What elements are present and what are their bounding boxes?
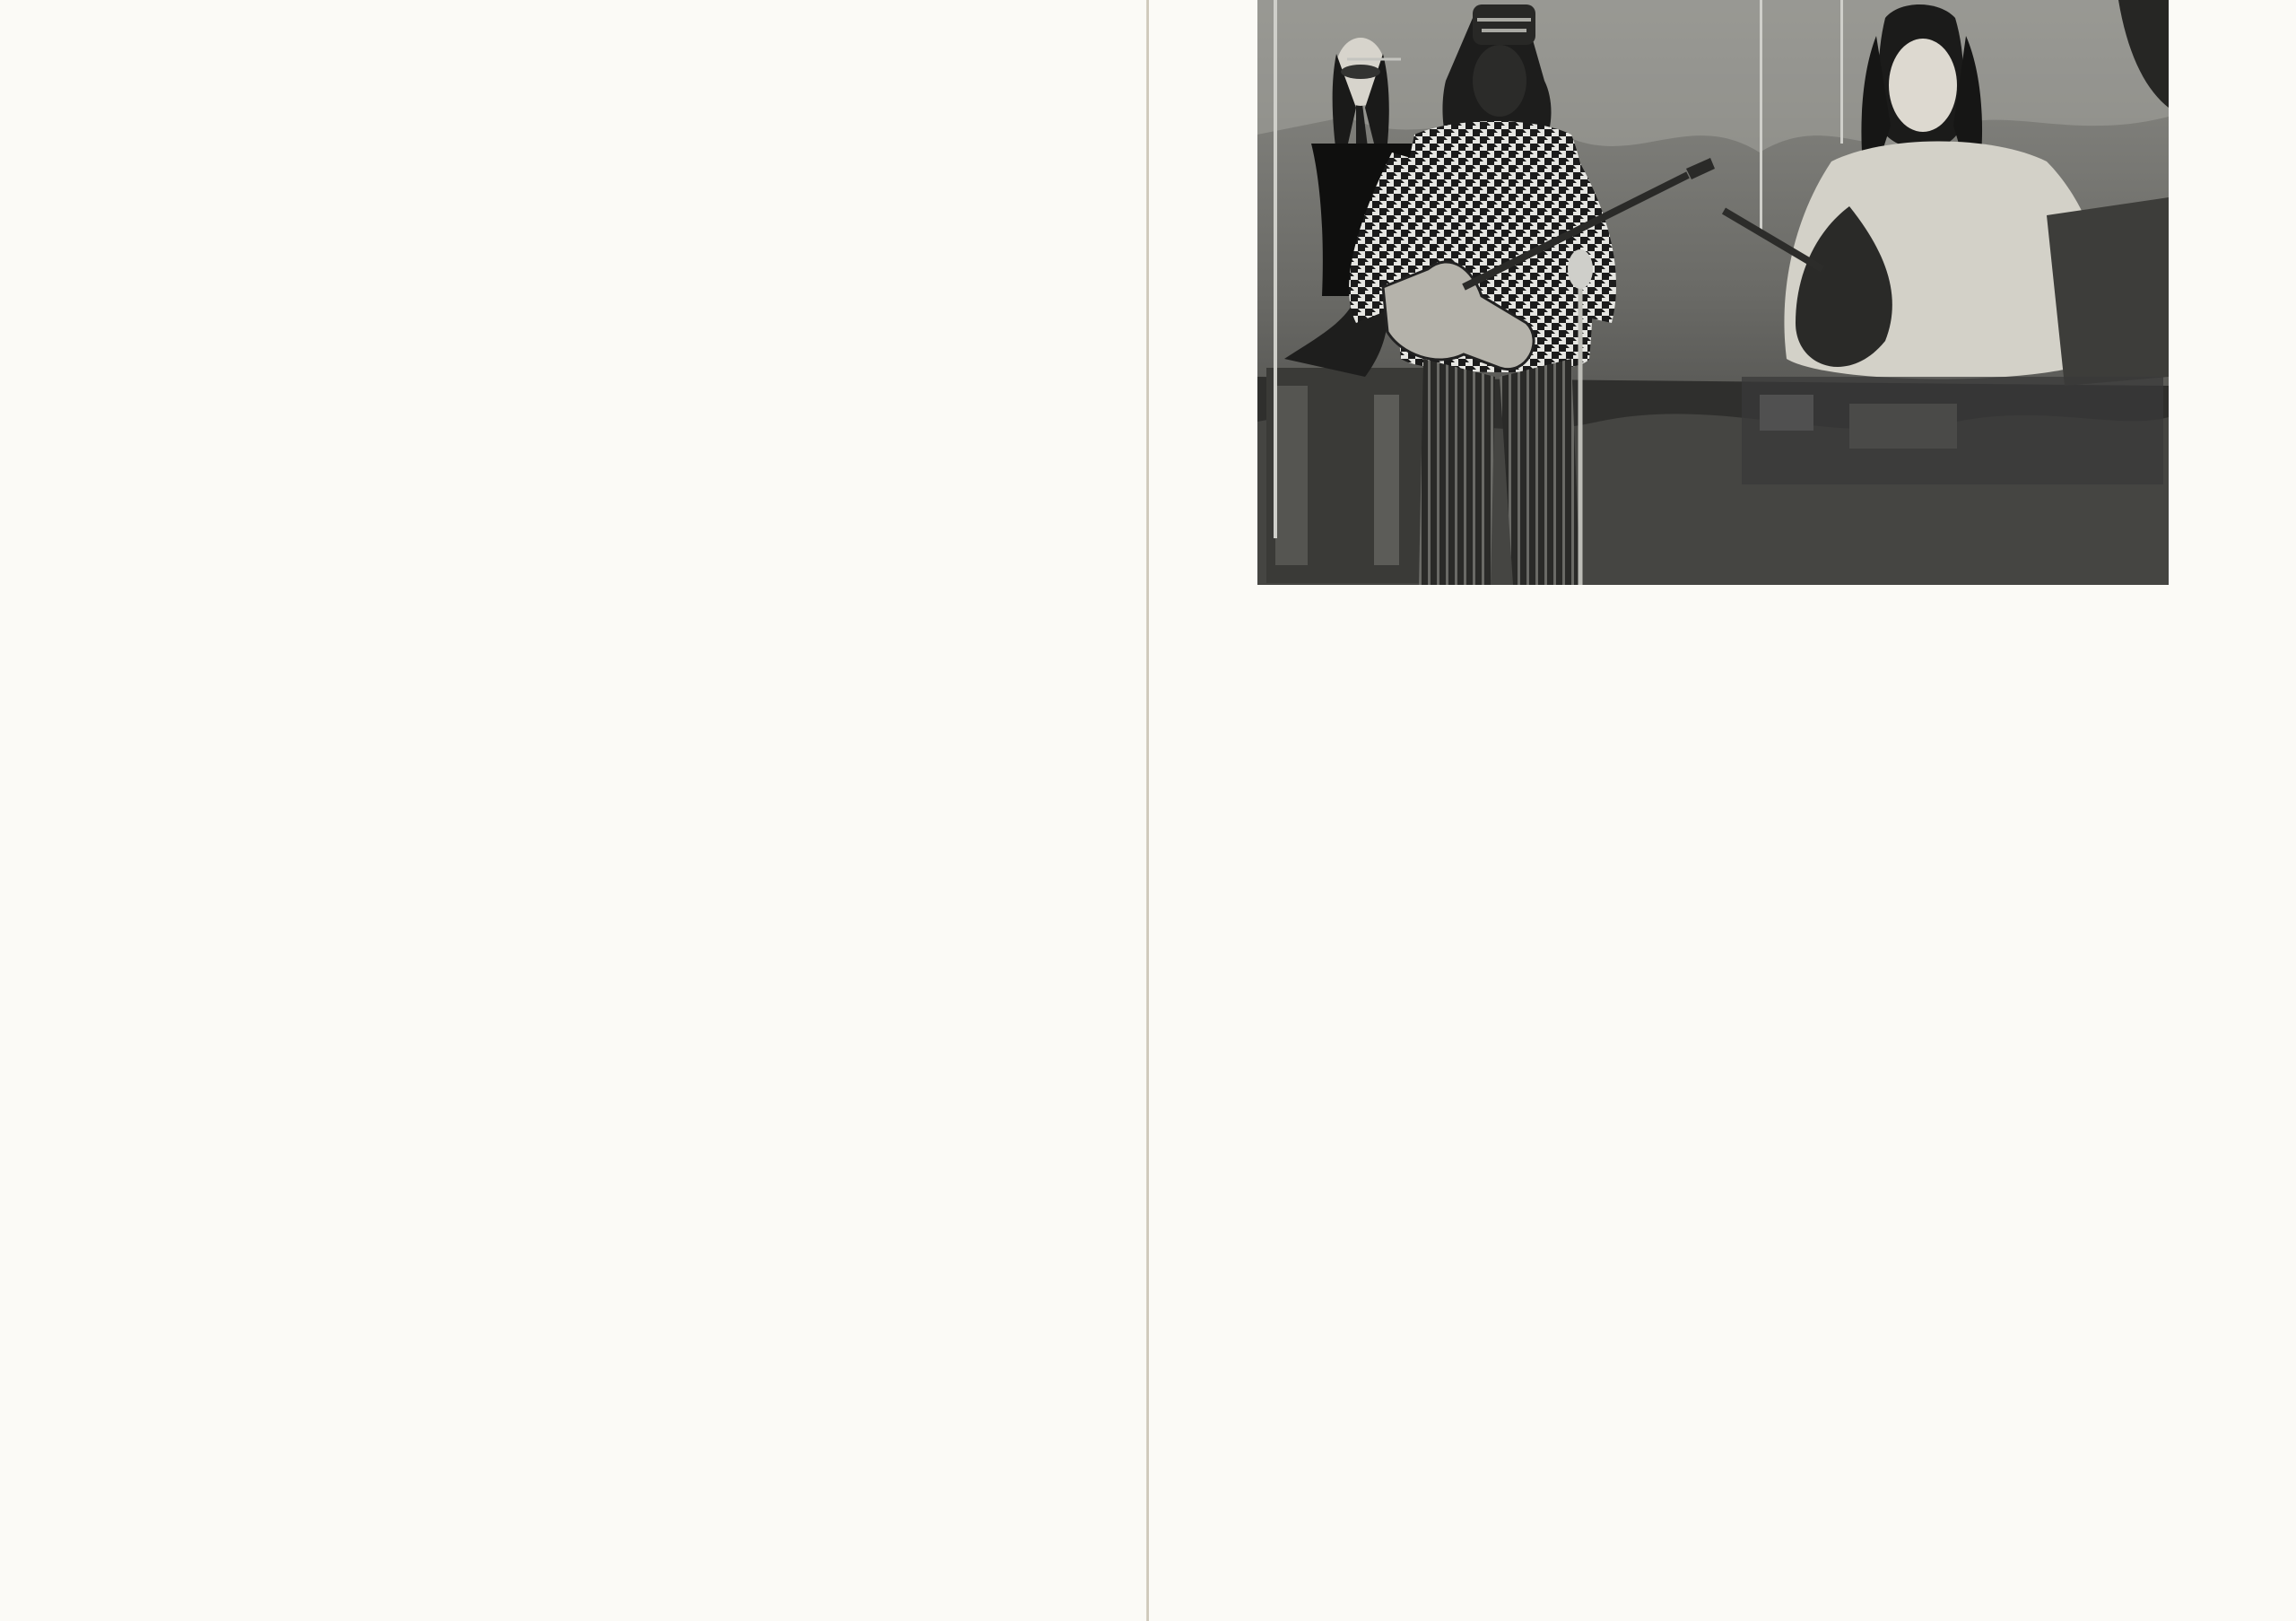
- text-column-4: [1729, 628, 2175, 1503]
- photo-illustration: [1257, 0, 2169, 585]
- performance-photo: [1257, 0, 2169, 585]
- left-page: [0, 0, 1147, 1621]
- text-column-1: [122, 100, 565, 1509]
- text-column-2: [599, 100, 1042, 1509]
- article-heading: [117, 65, 124, 90]
- text-column-3: [1210, 628, 1656, 1516]
